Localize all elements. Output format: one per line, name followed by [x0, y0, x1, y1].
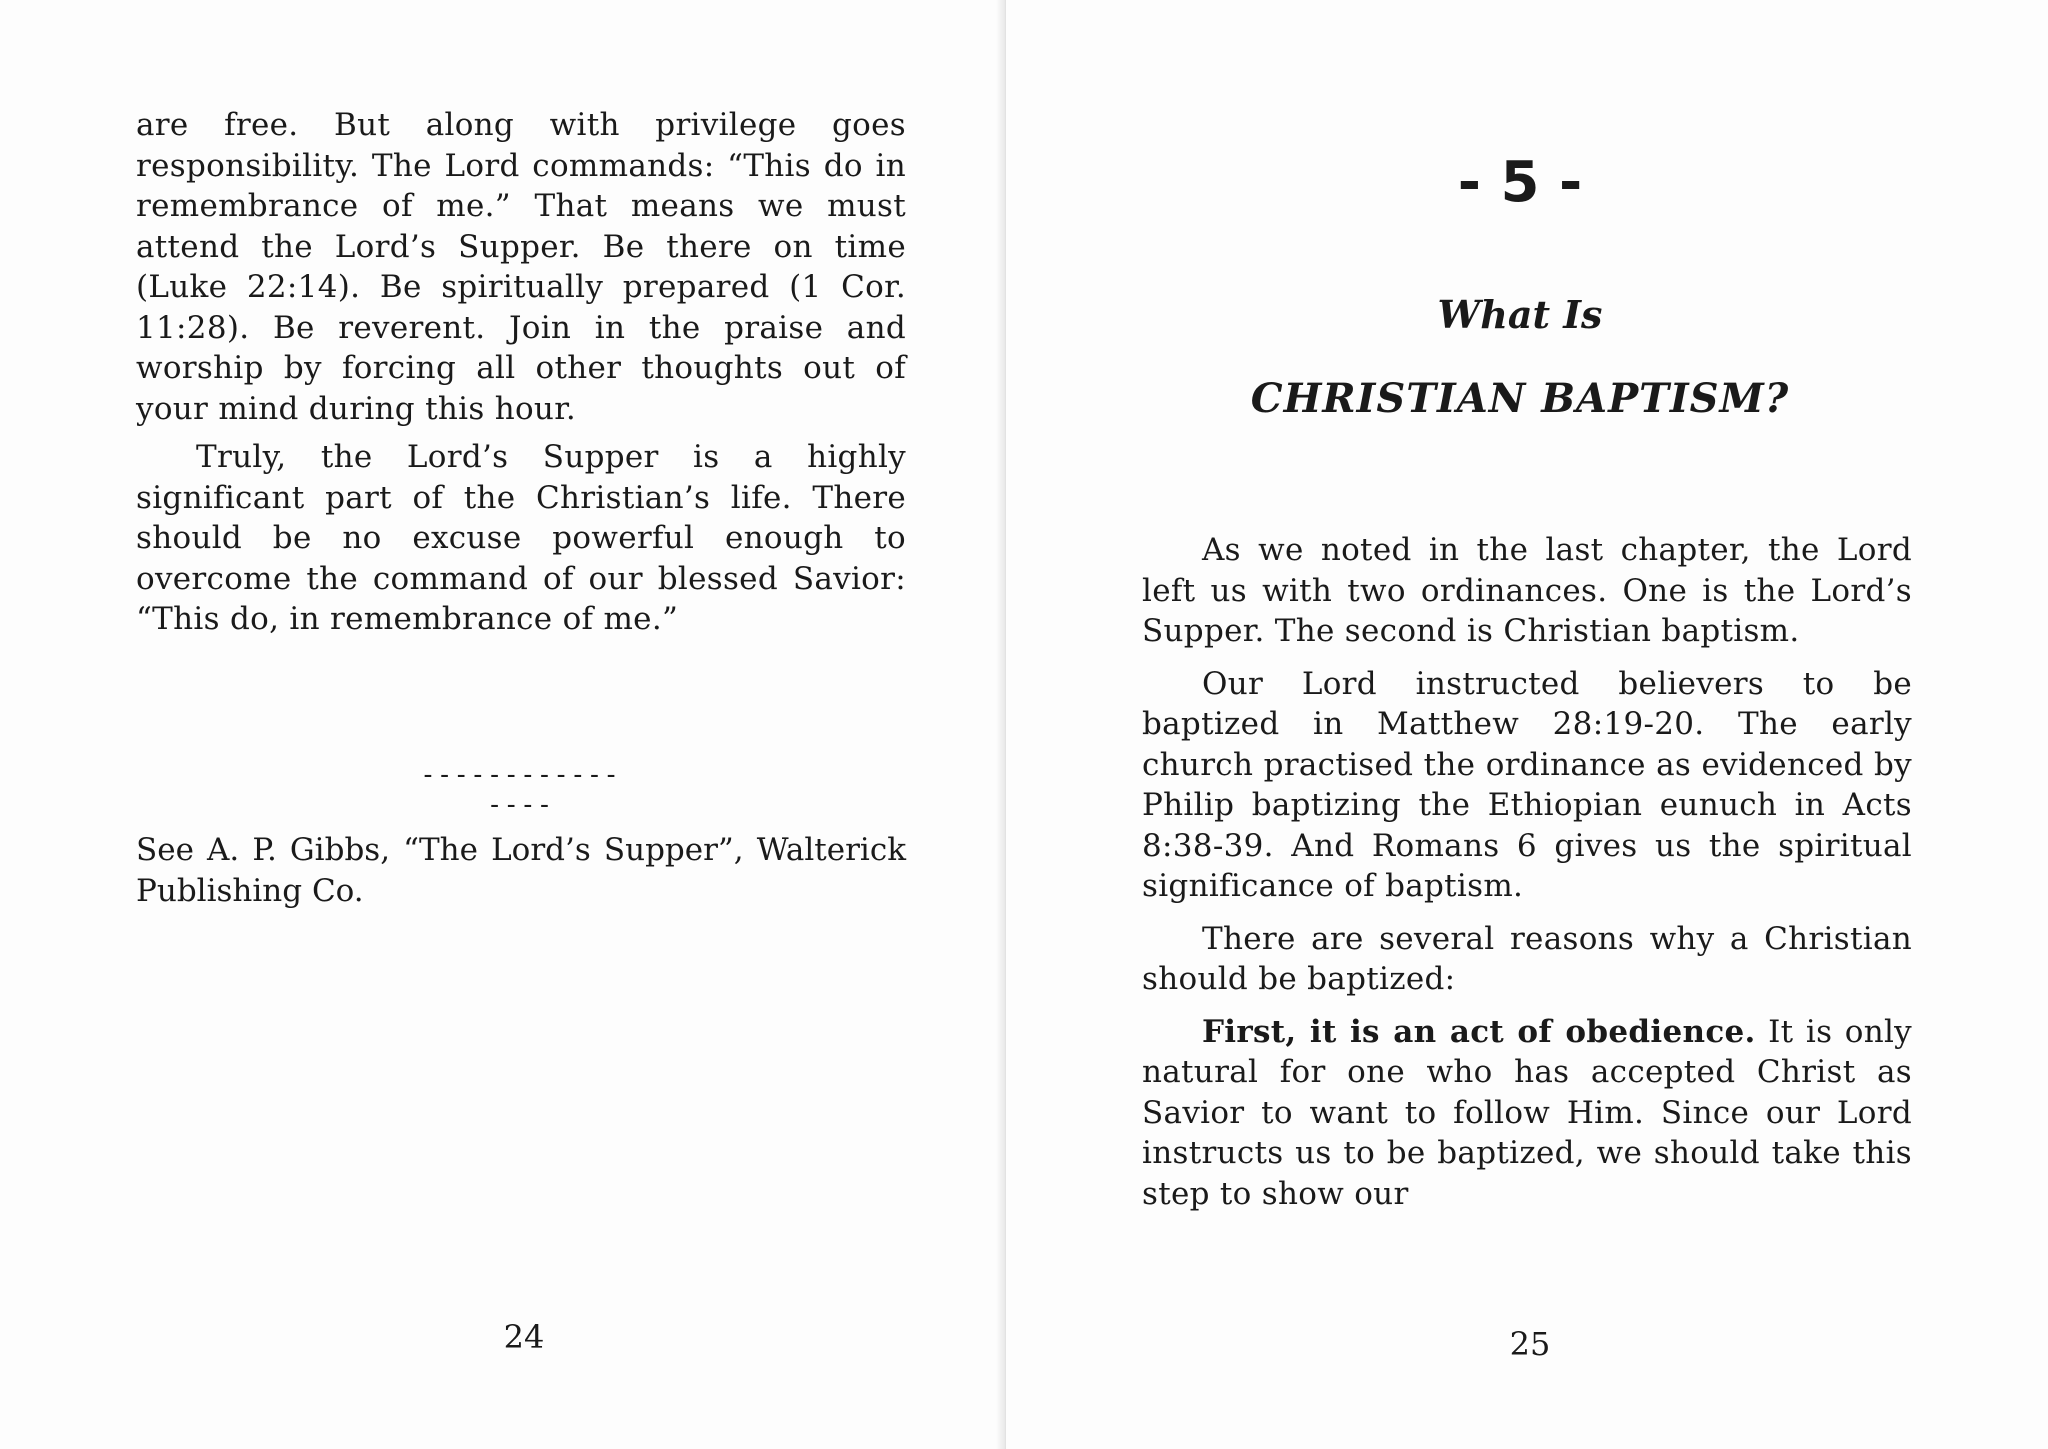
right-page-body	[1142, 530, 1912, 1226]
right-paragraph-3: There are several reasons why a Christian should be baptized:	[1142, 920, 1912, 997]
point-lead: First, it is an act of obedience.	[1202, 1013, 1756, 1050]
right-paragraph-2: Our Lord instructed believers to be baptized in Matthew 28:19-20. The early church practised the ordinance as evidenced by Philip baptizing the Ethiopian eunuch in Acts 8:38-39. And Romans 6 gives us the spiritual significance of baptism.	[1142, 665, 1912, 904]
page-number-left: 24	[503, 1318, 545, 1356]
page-number-right: 25	[1509, 1325, 1551, 1363]
left-paragraph-1: are free. But along with privilege goes responsibility. The Lord commands: “This do in remembrance of me.” That means we must attend the Lord’s Supper. Be there on time (Luke 22:14). Be spiritually prepared (1 Cor. 11:28). Be reverent. Join in the praise and worship by forcing all other thoughts out of your mind during this hour.	[136, 107, 906, 427]
chapter-number: - 5 -	[1457, 150, 1583, 215]
left-page	[0, 0, 1006, 1449]
right-paragraph-4	[1142, 1012, 1912, 1215]
chapter-title-line-2: CHRISTIAN BAPTISM?	[1250, 375, 1790, 422]
section-separator: ----------------	[420, 760, 620, 820]
left-page-body	[136, 105, 906, 648]
reference-note: See A. P. Gibbs, “The Lord’s Supper”, Walterick Publishing Co.	[136, 832, 906, 909]
right-paragraph-1: As we noted in the last chapter, the Lord left us with two ordinances. One is the Lord’s Supper. The second is Christian baptism.	[1142, 532, 1912, 649]
chapter-title-line-1: What Is	[1437, 292, 1603, 337]
point-text: It is only natural for one who has accepted Christ as Savior to want to follow Him. Since our Lord instructs us to be baptized, we should take this step to show our	[1142, 1013, 1912, 1212]
left-paragraph-2: Truly, the Lord’s Supper is a highly significant part of the Christian’s life. There should be no excuse powerful enough to overcome the command of our blessed Savior: “This do, in remembrance of me.”	[136, 439, 906, 637]
